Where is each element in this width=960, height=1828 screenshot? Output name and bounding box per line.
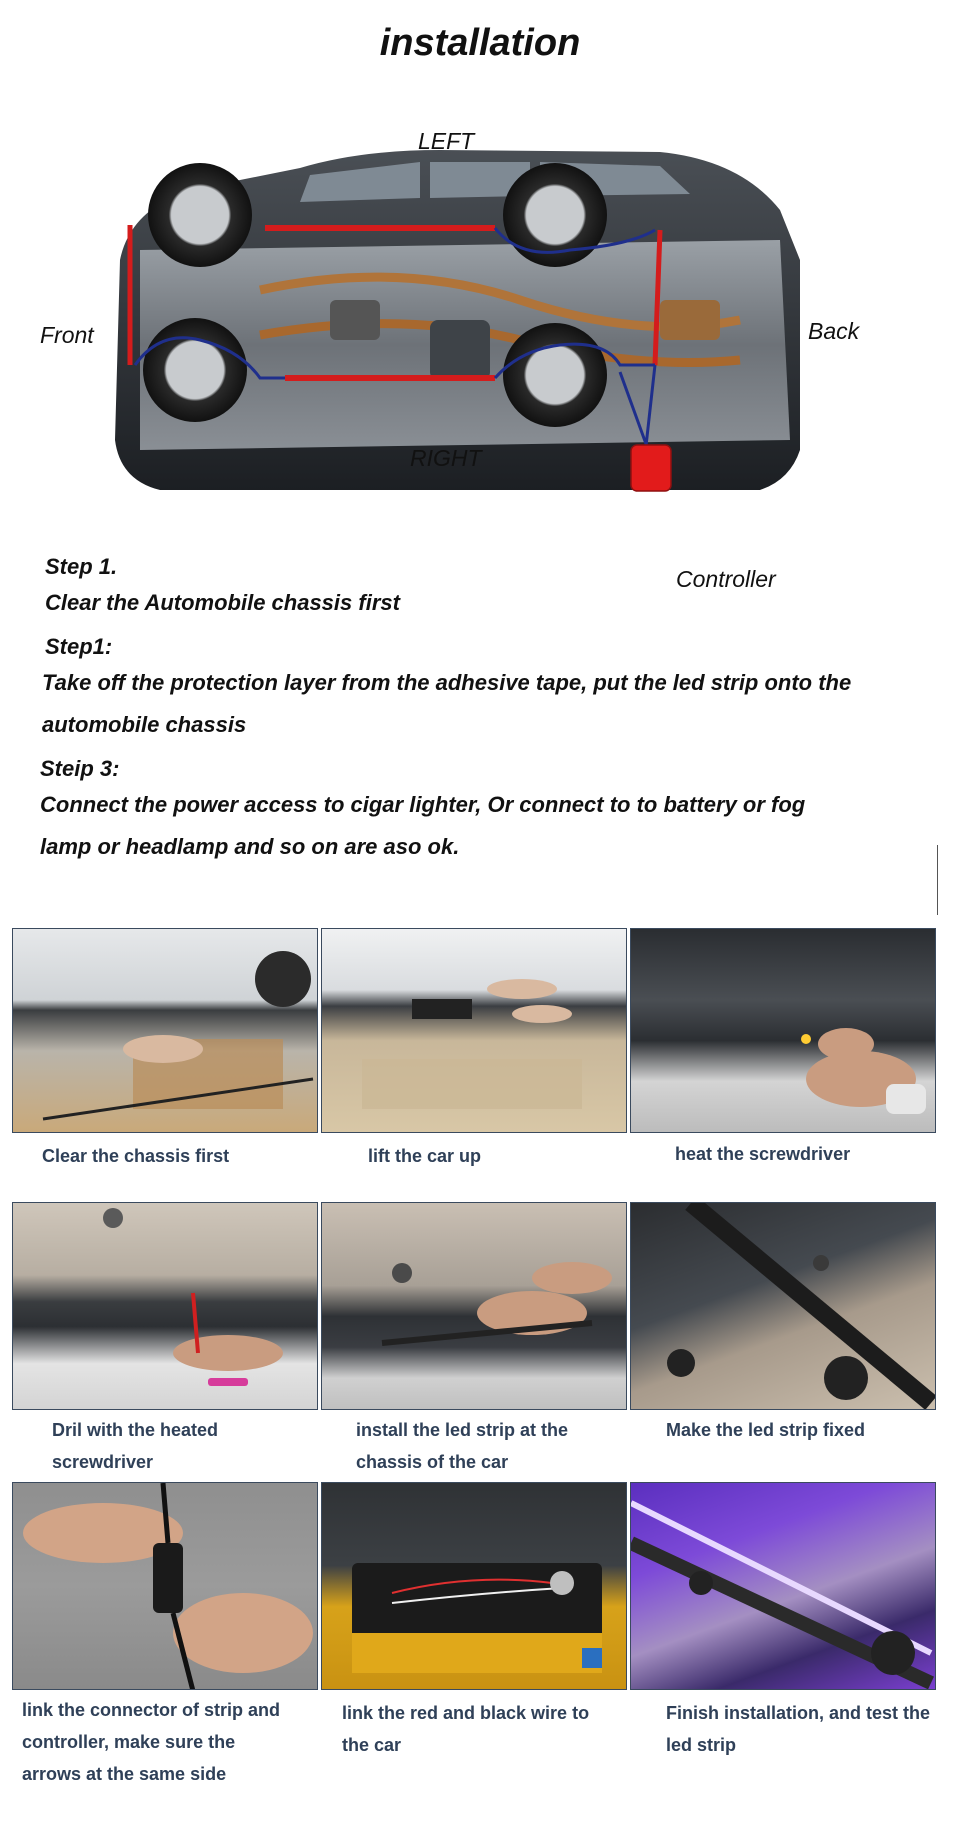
caption-link-wires-line-2: the car (342, 1735, 402, 1755)
photo-test-strip (630, 1482, 936, 1690)
photo-strip-fixed (630, 1202, 936, 1410)
caption-strip-fixed: Make the led strip fixed (666, 1420, 866, 1440)
divider-line (937, 845, 938, 915)
step-3-text-line-1: Connect the power access to cigar lighter, Or connect to to battery or fog (40, 792, 806, 817)
photo-link-wires (321, 1482, 627, 1690)
caption-link-connector-line-3: arrows at the same side (22, 1764, 227, 1784)
label-right: RIGHT (410, 445, 482, 471)
caption-test-strip-line-2: led strip (666, 1735, 737, 1755)
photo-link-connector (12, 1482, 318, 1690)
step-2-heading: Step1: (45, 634, 113, 659)
label-back: Back (808, 318, 860, 344)
caption-drill-line-1: Dril with the heated (52, 1420, 219, 1440)
caption-test-strip-line-1: Finish installation, and test the (666, 1703, 931, 1723)
caption-link-connector-line-1: link the connector of strip and (22, 1700, 281, 1720)
photo-heat-screwdriver (630, 928, 936, 1133)
caption-install-strip-line-2: chassis of the car (356, 1452, 509, 1472)
photo-lift-car (321, 928, 627, 1133)
label-front: Front (40, 322, 94, 348)
installation-diagram (100, 150, 820, 570)
car-underside-illustration (100, 150, 820, 570)
step-3-heading: Steip 3: (40, 756, 120, 781)
photo-drill (12, 1202, 318, 1410)
step-1-text: Clear the Automobile chassis first (45, 590, 400, 615)
caption-link-wires-line-1: link the red and black wire to (342, 1703, 590, 1723)
steps-section (40, 552, 940, 868)
caption-lift-car: lift the car up (368, 1146, 482, 1166)
caption-clear-chassis: Clear the chassis first (42, 1146, 230, 1166)
photo-install-strip (321, 1202, 627, 1410)
caption-install-strip-line-1: install the led strip at the (356, 1420, 569, 1440)
controller-box (631, 445, 671, 491)
step-2-text-line-1: Take off the protection layer from the adhesive tape, put the led strip onto the (42, 670, 852, 695)
label-left: LEFT (418, 128, 475, 154)
photo-clear-chassis (12, 928, 318, 1133)
step-1-heading: Step 1. (45, 554, 118, 579)
step-3-text-line-2: lamp or headlamp and so on are aso ok. (40, 834, 460, 859)
page-title: installation (379, 22, 581, 64)
step-2-text-line-2: automobile chassis (42, 712, 247, 737)
caption-link-connector-line-2: controller, make sure the (22, 1732, 236, 1752)
caption-heat-screwdriver: heat the screwdriver (675, 1144, 851, 1164)
label-controller: Controller (676, 566, 776, 592)
caption-drill-line-2: screwdriver (52, 1452, 154, 1472)
